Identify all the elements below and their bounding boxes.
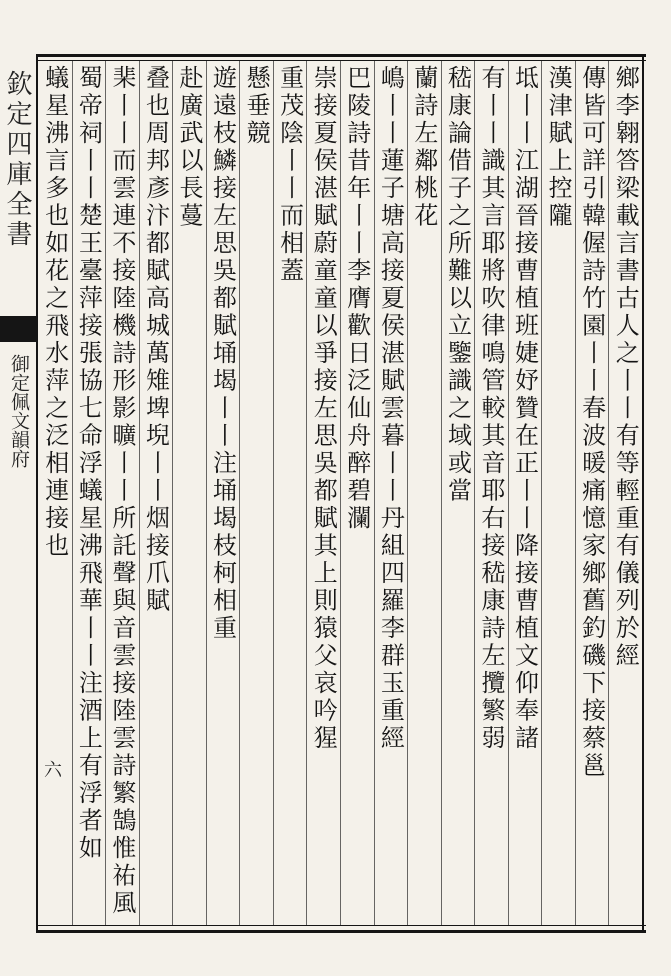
text-column: 鄉李翱答梁載言書古人之丨丨有等輕重有儀列於經 (611, 65, 640, 670)
text-column: 遊遠枝鱗接左思吳都賦埇堨丨丨注埇堨枝柯相重 (208, 65, 237, 643)
text-column: 蘭詩左鄰桃花 (409, 65, 438, 230)
section-title: 御定佩文韻府 (8, 354, 30, 468)
column-rule (541, 61, 542, 925)
column-rule (575, 61, 576, 925)
column-rule (407, 61, 408, 925)
column-rule (340, 61, 341, 925)
text-column: 赴廣武以長蔓 (175, 65, 203, 230)
column-rule (306, 61, 307, 925)
text-column: 坻丨丨江湖晉接曹植班婕妤贊在正丨丨降接曹植文仰奉諸 (510, 65, 539, 753)
text-column: 嵇康論借子之所難以立鑒識之域或當 (443, 65, 472, 505)
column-rule (206, 61, 207, 925)
column-rule (474, 61, 475, 925)
column-rule (273, 61, 274, 925)
column-rule (374, 61, 375, 925)
column-rule (608, 61, 609, 925)
column-rule (172, 61, 173, 925)
frame-bottom-rule-inner (36, 925, 646, 926)
text-column: 叠也周邦彥汴都賦高城萬雉埤堄丨丨烟接爪賦 (141, 65, 170, 615)
column-rule (441, 61, 442, 925)
column-rule (139, 61, 140, 925)
text-column: 巴陵詩昔年丨丨李膺歡日泛仙舟醉碧瀾 (342, 65, 371, 533)
text-column: 有丨丨識其言耶將吹律鳴管較其音耶右接嵇康詩左攬繁弱 (477, 65, 505, 753)
frame-top-rule (36, 54, 646, 57)
column-rule (239, 61, 240, 925)
text-column: 蟻星沸言多也如花之飛水萍之泛相連接也 (40, 65, 69, 560)
fishtail-mark (0, 316, 36, 342)
fore-edge-margin (0, 54, 36, 933)
text-column: 棐丨丨而雲連不接陸機詩形影曠丨丨所託聲與音雲接陸雲詩繁鵠惟祐風 (107, 65, 136, 918)
text-column: 蜀帝祠丨丨楚王臺萍接張協七命浮蟻星沸飛華丨丨注酒上有浮者如 (74, 65, 103, 863)
text-column: 漢津賦上控隴 (544, 65, 573, 230)
column-rule (72, 61, 73, 925)
text-column: 重茂陰丨丨而相蓋 (275, 65, 304, 285)
page-number: 六 (41, 760, 62, 778)
column-rule (508, 61, 509, 925)
text-column: 嶋丨丨蓮子塘高接夏侯湛賦雲暮丨丨丹組四羅李群玉重經 (376, 65, 405, 753)
frame-bottom-rule (36, 930, 646, 933)
text-columns (38, 61, 642, 925)
column-rule (105, 61, 106, 925)
text-column: 傳皆可詳引韓偓詩竹園丨丨春波暖痛憶家鄉舊釣磯下接蔡邕 (577, 65, 606, 780)
text-column: 懸垂競 (242, 65, 271, 148)
text-column: 崇接夏侯湛賦蔚童童以爭接左思吳都賦其上則猿父哀吟猩 (309, 65, 338, 753)
book-title: 欽定四庫全書 (2, 70, 32, 250)
